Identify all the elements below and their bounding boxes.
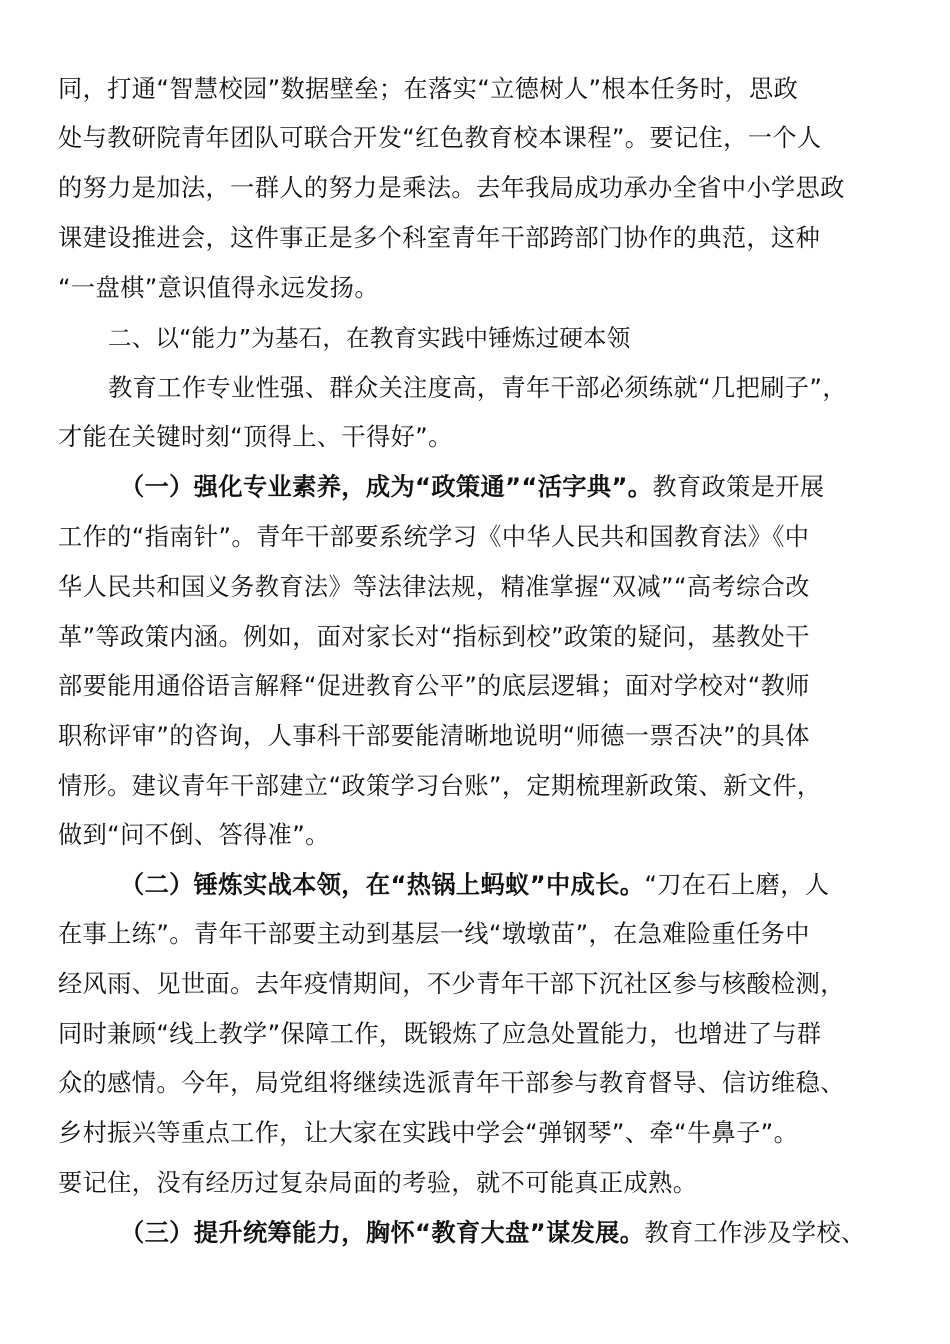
paragraph-line: 职称评审”的咨询，人事科干部要能清晰地说明“师德一票否决”的具体 bbox=[58, 722, 810, 750]
paragraph-line: 情形。建议青年干部建立“政策学习台账”，定期梳理新政策、新文件， bbox=[58, 772, 822, 800]
paragraph-line: 同，打通“智慧校园”数据壁垒；在落实“立德树人”根本任务时，思政 bbox=[58, 75, 799, 103]
paragraph-line: 经风雨、见世面。去年疫情期间，不少青年干部下沉社区参与核酸检测， bbox=[58, 970, 845, 998]
paragraph-line: 众的感情。今年，局党组将继续选派青年干部参与教育督导、信访维稳、 bbox=[58, 1069, 845, 1097]
paragraph-line: 在事上练”。青年干部要主动到基层一线“墩墩苗”，在急难险重任务中 bbox=[58, 920, 810, 948]
subsection-text: “刀在石上磨，人 bbox=[644, 871, 830, 899]
paragraph-line: 工作的“指南针”。青年干部要系统学习《中华人民共和国教育法》《中 bbox=[58, 523, 810, 551]
subsection-title: （二）锤炼实战本领，在“热锅上蚂蚁”中成长。 bbox=[120, 871, 645, 899]
subsection-text: 教育工作涉及学校、 bbox=[644, 1219, 866, 1247]
paragraph-line: 教育工作专业性强、群众关注度高，青年干部必须练就“几把刷子”， bbox=[108, 374, 847, 402]
paragraph-line: 才能在关键时刻“顶得上、干得好”。 bbox=[58, 423, 453, 451]
subsection-first-line bbox=[120, 467, 824, 507]
paragraph-line: “一盘棋”意识值得永远发扬。 bbox=[58, 274, 379, 302]
subsection-title: （三）提升统筹能力，胸怀“教育大盘”谋发展。 bbox=[120, 1219, 645, 1247]
paragraph-line: 处与教研院青年团队可联合开发“红色教育校本课程”。要记住，一个人 bbox=[58, 124, 822, 152]
paragraph-line: 的努力是加法，一群人的努力是乘法。去年我局成功承办全省中小学思政 bbox=[58, 174, 845, 202]
subsection-first-line bbox=[120, 1213, 866, 1253]
subsection-first-line bbox=[120, 865, 829, 905]
paragraph-line: 课建设推进会，这件事正是多个科室青年干部跨部门协作的典范，这种 bbox=[58, 224, 821, 252]
paragraph-line: 要记住，没有经历过复杂局面的考验，就不可能真正成熟。 bbox=[58, 1169, 698, 1197]
paragraph-line: 部要能用通俗语言解释“促进教育公平”的底层逻辑；面对学校对“教师 bbox=[58, 672, 810, 700]
paragraph-line: 华人民共和国义务教育法》等法律法规，精准掌握“双减”“高考综合改 bbox=[58, 573, 810, 601]
subsection-text: 教育政策是开展 bbox=[652, 473, 825, 501]
subsection-title: （一）强化专业素养，成为“政策通”“活字典”。 bbox=[120, 473, 653, 501]
paragraph-line: 做到“问不倒、答得准”。 bbox=[58, 821, 330, 849]
paragraph-line: 乡村振兴等重点工作，让大家在实践中学会“弹钢琴”、牵“牛鼻子”。 bbox=[58, 1119, 799, 1147]
paragraph-line: 同时兼顾“线上教学”保障工作，既锻炼了应急处置能力，也增进了与群 bbox=[58, 1020, 822, 1048]
section-heading: 二、以“能力”为基石，在教育实践中锤炼过硬本领 bbox=[108, 324, 631, 352]
paragraph-line: 革”等政策内涵。例如，面对家长对“指标到校”政策的疑问，基教处干 bbox=[58, 623, 810, 651]
